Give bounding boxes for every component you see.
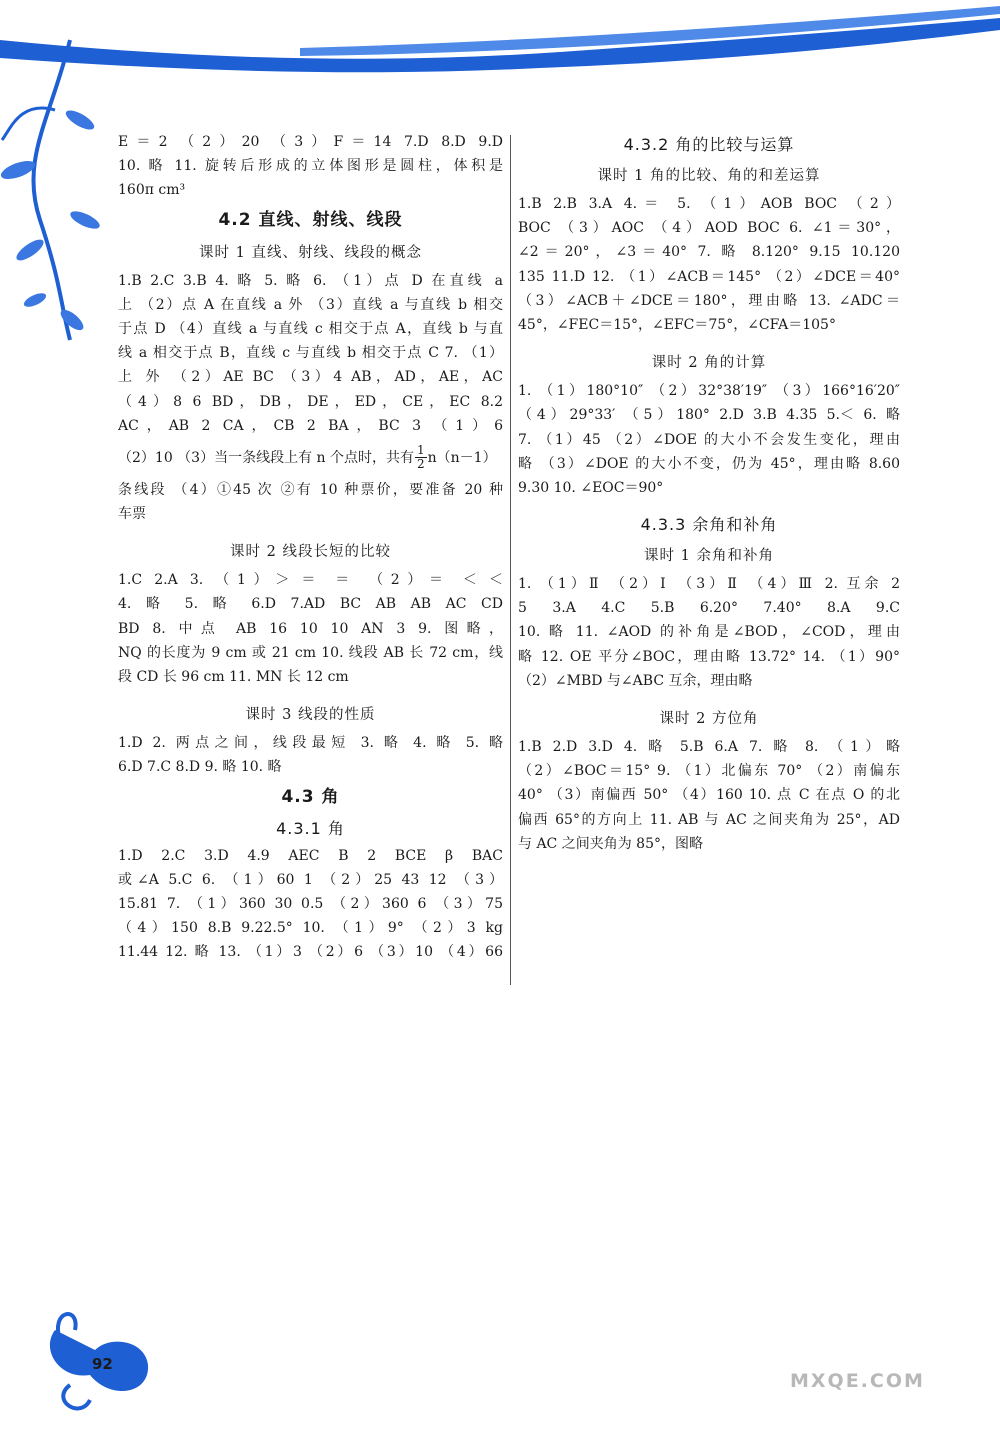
answer-line: 1.C 2.A 3. （1）＞ ＝ ＝ （2）＝ ＜ ＜ bbox=[118, 572, 503, 589]
answer-line: 10. 略 11. 旋转后形成的立体图形是圆柱，体积是 bbox=[118, 158, 503, 175]
fraction-numerator: 1 bbox=[417, 443, 425, 458]
answer-line: 略 12. OE 平分∠BOC，理由略 13.72° 14. （1）90° bbox=[518, 648, 900, 665]
answer-line: 1. （1）Ⅱ （2）Ⅰ （3）Ⅱ （4）Ⅲ 2. 互余 2 bbox=[518, 576, 900, 593]
answer-line: 40° （3）南偏西 50° （4）160 10. 点 C 在点 O 的北 bbox=[518, 787, 900, 804]
fraction-denominator: 2 bbox=[417, 457, 425, 472]
answer-line: 偏西 65°的方向上 11. AB 与 AC 之间夹角为 25°，AD bbox=[518, 811, 900, 828]
answer-line: 1.D 2.C 3.D 4.9 AEC B 2 BCE β BAC bbox=[118, 847, 503, 864]
column-divider bbox=[510, 135, 511, 985]
answer-line: 6.D 7.C 8.D 9. 略 10. 略 bbox=[118, 759, 282, 776]
answer-line: 1. （1）180°10″ （2）32°38′19″ （3）166°16′20″ bbox=[518, 383, 900, 400]
right-column bbox=[518, 130, 900, 856]
answer-line: 上 外 （2）AE BC （3）4 AB，AD，AE，AC bbox=[118, 369, 503, 386]
fraction bbox=[415, 444, 427, 471]
fraction-suffix: n（n－1） bbox=[427, 449, 497, 466]
answer-line: 段 CD 长 96 cm 11. MN 长 12 cm bbox=[118, 669, 349, 685]
answer-line: （4）8 6 BD，DB，DE，ED，CE，EC 8.2 bbox=[118, 393, 503, 410]
lesson-title: 课时 2 线段长短的比较 bbox=[230, 544, 391, 561]
subsection-title: 4.3.3 余角和补角 bbox=[640, 515, 778, 535]
answer-line: AC，AB 2 CA，CB 2 BA，BC 3 （1）6 bbox=[118, 417, 503, 434]
answer-line: 15.81 7. （1）360 30 0.5 （2）360 6 （3）75 bbox=[118, 895, 503, 912]
page-number: 92 bbox=[92, 1355, 113, 1373]
lesson-title: 课时 2 角的计算 bbox=[651, 355, 767, 372]
answer-line: （2）∠MBD 与∠ABC 互余，理由略 bbox=[518, 672, 753, 689]
lesson-title: 课时 1 余角和补角 bbox=[644, 548, 774, 565]
answer-line: 10. 略 11. ∠AOD 的补角是∠BOD，∠COD，理由 bbox=[518, 624, 900, 641]
fraction-prefix: （2）10 （3）当一条线段上有 n 个点时，共有 bbox=[118, 449, 414, 466]
answer-line: 1.B 2.B 3.A 4.＝ 5. （1）AOB BOC （2） bbox=[518, 196, 900, 212]
answer-line: （4）150 8.B 9.22.5° 10. （1）9° （2）3 kg bbox=[118, 920, 503, 937]
answer-line: 1.B 2.C 3.B 4. 略 5. 略 6. （1）点 D 在直线 a bbox=[118, 272, 503, 289]
answer-line: 略 （3）∠DOE 的大小不变，仍为 45°，理由略 8.60 bbox=[518, 455, 900, 472]
answer-line: （2）∠BOC＝15° 9. （1）北偏东 70° （2）南偏东 bbox=[518, 763, 900, 780]
answer-line: 45°，∠FEC＝15°，∠EFC＝75°，∠CFA＝105° bbox=[518, 316, 836, 333]
answer-line: 7. （1）45 （2）∠DOE 的大小不会发生变化，理由 bbox=[518, 431, 900, 448]
answer-line: 与 AC 之间夹角为 85°，图略 bbox=[518, 835, 703, 852]
answer-line: 条线段 （4）①45 次 ②有 10 种票价，要准备 20 种 bbox=[118, 481, 503, 498]
answer-line: E＝2 （2）20 （3）F＝14 7.D 8.D 9.D bbox=[118, 134, 503, 150]
answer-line: （4）29°33′ （5）180° 2.D 3.B 4.35 5.＜ 6. 略 bbox=[518, 407, 900, 424]
answer-line: 135 11.D 12. （1）∠ACB＝145° （2）∠DCE＝40° bbox=[518, 268, 900, 285]
answer-line: BD 8. 中点 AB 16 10 10 AN 3 9. 图略， bbox=[118, 620, 503, 637]
answer-line: 1.B 2.D 3.D 4. 略 5.B 6.A 7. 略 8. （1）略 bbox=[518, 739, 900, 755]
answer-line: NQ 的长度为 9 cm 或 21 cm 10. 线段 AB 长 72 cm，线 bbox=[118, 644, 503, 661]
answer-line: 9.30 10. ∠EOC＝90° bbox=[518, 479, 664, 496]
answer-line: 1.D 2. 两点之间，线段最短 3. 略 4. 略 5. 略 bbox=[118, 735, 503, 752]
answer-line: 上 （2）点 A 在直线 a 外 （3）直线 a 与直线 b 相交 bbox=[118, 296, 503, 313]
section-title: 4.2 直线、射线、线段 bbox=[218, 209, 403, 230]
answer-line: 11.44 12. 略 13. （1）3 （2）6 （3）10 （4）66 bbox=[118, 944, 503, 961]
lesson-title: 课时 3 线段的性质 bbox=[245, 707, 376, 724]
answer-line: 4. 略 5. 略 6.D 7.AD BC AB AB AC CD bbox=[118, 596, 503, 613]
lesson-title: 课时 1 角的比较、角的和差运算 bbox=[597, 168, 821, 184]
answer-line: 于点 D （4）直线 a 与直线 c 相交于点 A，直线 b 与直 bbox=[118, 320, 503, 337]
answer-line: （3）∠ACB＋∠DCE＝180°，理由略 13. ∠ADC＝ bbox=[518, 292, 900, 309]
lesson-title: 课时 2 方位角 bbox=[659, 711, 759, 727]
answer-line: 5 3.A 4.C 5.B 6.20° 7.40° 8.A 9.C bbox=[518, 600, 900, 617]
answer-line: 160π cm³ bbox=[118, 182, 186, 199]
answer-line-fraction bbox=[118, 438, 503, 478]
answer-line: 或∠A 5.C 6. （1）60 1 （2）25 43 12 （3） bbox=[118, 871, 503, 888]
left-column bbox=[118, 130, 503, 965]
watermark-text: MXQE.COM bbox=[790, 1370, 925, 1392]
answer-line: 车票 bbox=[118, 506, 146, 523]
subsection-title: 4.3.2 角的比较与运算 bbox=[623, 135, 795, 154]
answer-line: 线 a 相交于点 B，直线 c 与直线 b 相交于点 C 7. （1） bbox=[118, 345, 503, 362]
subsection-title: 4.3.1 角 bbox=[276, 818, 345, 838]
answer-line: ∠2＝20°，∠3＝40° 7. 略 8.120° 9.15 10.120 bbox=[518, 244, 900, 261]
section-title: 4.3 角 bbox=[281, 786, 340, 807]
lesson-title: 课时 1 直线、射线、线段的概念 bbox=[199, 244, 422, 261]
answer-line: BOC （3）AOC （4）AOD BOC 6. ∠1＝30°， bbox=[518, 220, 900, 237]
